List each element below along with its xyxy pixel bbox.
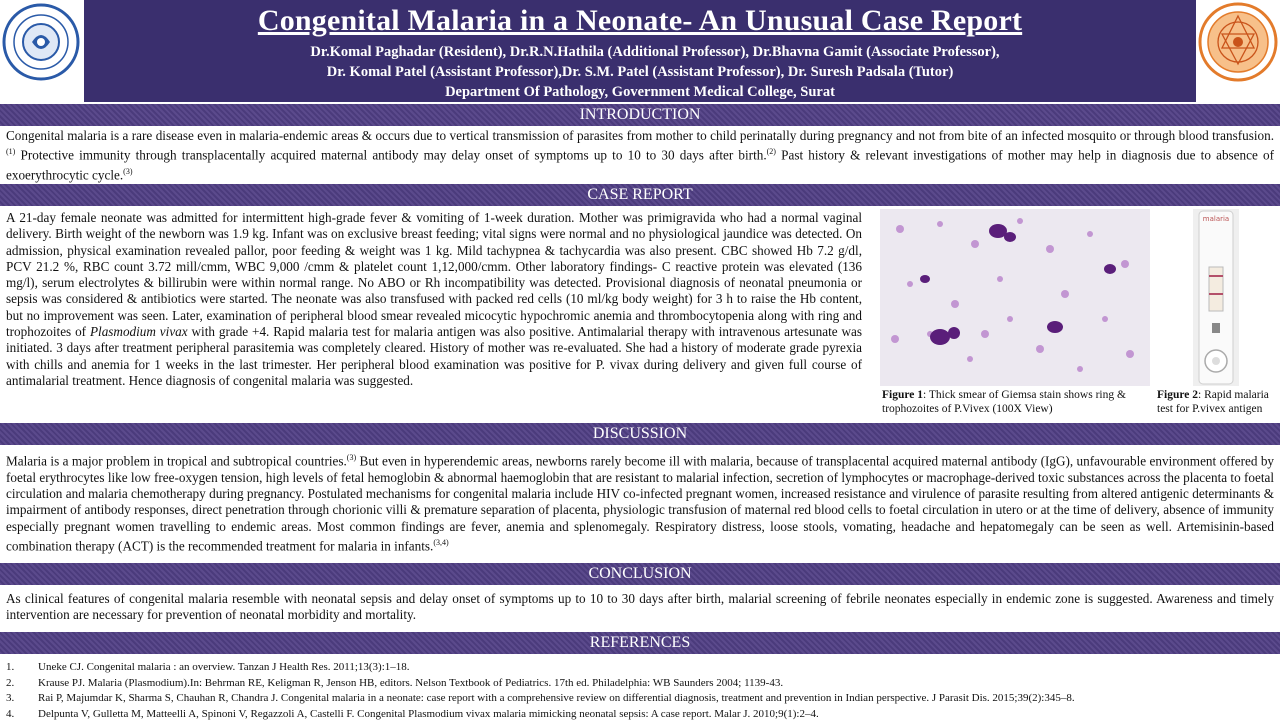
reference-item: 1. Uneke CJ. Congenital malaria : an overview. Tanzan J Health Res. 2011;13(3):1–18. bbox=[6, 661, 410, 673]
department: Department Of Pathology, Government Medical College, Surat bbox=[445, 84, 835, 100]
reference-item: 4. Delpunta V, Gulletta M, Matteelli A, Spinoni V, Regazzoli A, Castelli F. Congenital Plasmodium vivax malaria mimicking neonatal sepsis: A case report. Malar J. 2010;9(1):2–4. bbox=[6, 707, 819, 720]
introduction-text: Congenital malaria is a rare disease even in malaria-endemic areas & occurs due to vertical transmission of parasites from mother to child perinatally during pregnancy and not from bite of an infected mosquito or through blood transfusion.$^{(1)}$ Protective immunity through transplacentally acquired maternal antibody may delay onset of symptoms up to 10 to 30 days after birth.$^{(2)}$ Past history & relevant investigations of mother may help in diagnosis due to absence of exoerythrocytic cycle.$^{(3)}$ bbox=[6, 128, 1274, 183]
case-report-heading: CASE REPORT bbox=[0, 184, 1280, 206]
conclusion-text: As clinical features of congenital malaria resemble with neonatal sepsis and delay onset of symptoms up to 10 to 30 days after birth, malarial screening of febrile neonates especially in endemic zone is suggested. Awareness and timely intervention are necessary for prevention of neonatal morbidity and mortality. bbox=[6, 591, 1274, 623]
references-heading: REFERENCES bbox=[0, 632, 1280, 654]
reference-item: 3. Rai P, Majumdar K, Sharma S, Chauhan R, Chandra J. Congenital malaria in a neonate: case report with a comprehensive review on differential diagnosis, treatment and prevention in Indian perspective. J Parasit Dis. 2015;39(2):345–8. bbox=[6, 692, 1075, 704]
conclusion-heading: CONCLUSION bbox=[0, 563, 1280, 585]
figure-2-rapid-test-kit bbox=[1193, 209, 1239, 386]
figure-1-blood-smear bbox=[880, 209, 1150, 386]
poster-header bbox=[0, 0, 1280, 102]
introduction-heading: INTRODUCTION bbox=[0, 104, 1280, 126]
discussion-heading: DISCUSSION bbox=[0, 423, 1280, 445]
case-report-text: A 21-day female neonate was admitted for intermittent high-grade fever & vomiting of 1-week duration. Mother was primigravida who had a normal vaginal delivery. Birth weight of the newborn was 1.9 kg. Infant was on exclusive breast feeding; vital signs were normal and no physiological jaundice was detected. On admission, physical examination revealed pallor, poor feeding & weight was 1 kg. Mild tachypnea & tachycardia was also present. CBC showed Hb 7.2 g/dl, PCV 21.2 %, RBC count 3.72 mill/cmm, WBC 9,000 /cmm & platelet count 1,12,000/cmm. Other laboratory findings- C reactive protein was elevated (136 mg/l), serum electrolytes & billirubin were within normal range. No ABO or Rh incompatibility was detected. Provisional diagnosis of neonatal pneumonia or sepsis was considered & antibiotics were started. The neonate was also transfused with packed red cells (10 ml/kg body weight) for 3 h to raise the Hb content, but no improvement was seen. Later, examination of peripheral blood smear revealed micocytic hypochromic anemia and thrombocytopenia along with ring and trophozoites of Plasmodium vivax with grade +4. Rapid malaria test for malaria antigen was also positive. Antimalarial therapy with intravenous artesunate was initiated. 3 days after treatment peripheral parasitemia was completely cleared. History of mother was re-evaluated. She had a history of moderate grade pyrexia with chills and anemia for 1 weeks in the last trimester. Her peripheral blood examination was positive for P. vivax during delivery and given full course of antimalarial treatment. Hence diagnosis of congenital malaria was suggested. bbox=[6, 210, 862, 388]
poster-title: Congenital Malaria in a Neonate- An Unusual Case Report bbox=[257, 4, 1023, 37]
emblem-logo bbox=[1198, 2, 1278, 82]
authors-line-2: Dr. Komal Patel (Assistant Professor),Dr. S.M. Patel (Assistant Professor), Dr. Suresh Padsala (Tutor) bbox=[326, 64, 954, 80]
figure-1-caption: Figure 1: Thick smear of Giemsa stain shows ring & trophozoites of P.Vivex (100X View) bbox=[882, 389, 1126, 415]
college-logo bbox=[2, 2, 80, 82]
authors-line-1: Dr.Komal Paghadar (Resident), Dr.R.N.Hathila (Additional Professor), Dr.Bhavna Gamit (Associate Professor), bbox=[310, 44, 1000, 60]
discussion-text: Malaria is a major problem in tropical and subtropical countries.$^{(3)}$ But even in hyperendemic areas, newborns rarely become ill with malaria, because of transplacental acquired maternal antibody (IgG), unfavourable environment offered by foetal erythrocytes like low free-oxygen tension, high levels of fetal hemoglobin & abnormal haemoglobin that are resistant to malarial infection, secretion of lymphocytes or macrophage-derived toxic substances across the placenta to foetal circulation and malaria chemotherapy during pregnancy. Postulated mechanisms for congenital malaria include HIV co-infected pregnant women, increased resistance and virulence of parasite resulting from altered antigenic determinants & impairment of antibody responses, direct penetration through chorionic villi & premature separation of placenta, physiologic transfusion of maternal red blood cells to foetal circulation in utero or at the time of delivery, absence of immunity especially pregnant women travelling to endemic areas. Most common findings are fever, anemia and splenomegaly. Respiratory distress, loose stools, vomating, headache and hepatomegaly can be seen as well. Artemisinin-based combination therapy (ACT) is the recommended treatment for malaria in infants.$^{(3,4)}$ bbox=[6, 453, 1275, 554]
figure-2-caption: Figure 2: Rapid malaria test for P.vivex antigen bbox=[1157, 389, 1269, 415]
kit-label: malaria bbox=[1202, 215, 1230, 223]
references-list bbox=[6, 660, 1274, 720]
reference-item: 2. Krause PJ. Malaria (Plasmodium).In: Behrman RE, Keligman R, Jenson HB, editors. Nelson Textbook of Pediatrics. 17th ed. Philadelphia: WB Saunders 2004; 1139-43. bbox=[6, 676, 784, 689]
